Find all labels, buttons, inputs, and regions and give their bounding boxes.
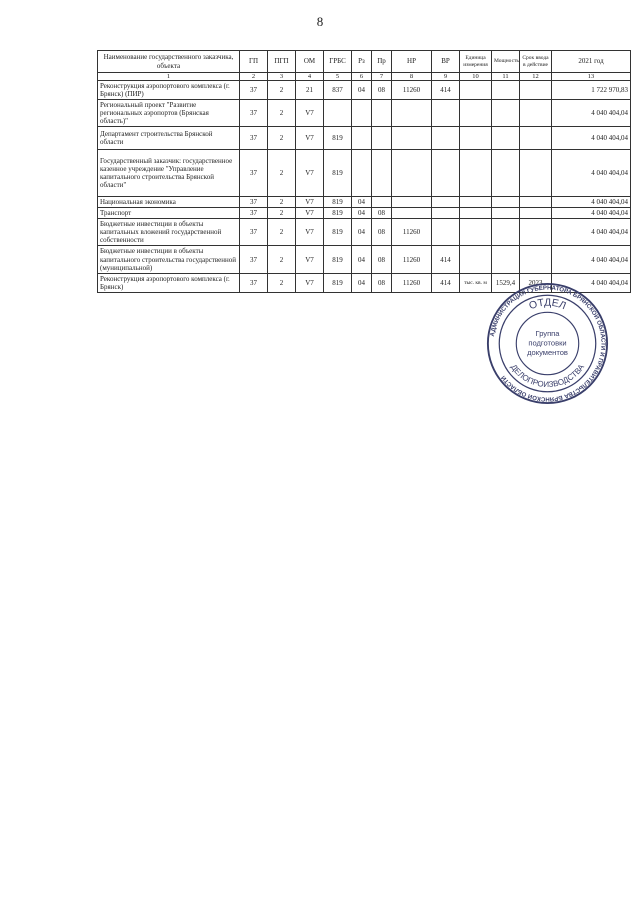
stamp-outer-text: АДМИНИСТРАЦИЯ ГУБЕРНАТОРА БРЯНСКОЙ ОБЛАСТИ И ПРАВИТЕЛЬСТВА БРЯНСКОЙ ОБЛАСТИ (489, 285, 606, 402)
cell-rz: 04 (352, 81, 372, 100)
cell-commissioning (520, 81, 552, 100)
cell-pgp: 2 (268, 219, 296, 246)
column-number: 2 (240, 73, 268, 81)
cell-year-2021: 4 040 404,04 (552, 208, 631, 219)
cell-year-2021: 4 040 404,04 (552, 197, 631, 208)
cell-pgp: 2 (268, 197, 296, 208)
cell-year-2021: 1 722 970,83 (552, 81, 631, 100)
column-number-row (98, 73, 631, 81)
column-number: 11 (492, 73, 520, 81)
cell-name: Реконструкция аэропортового комплекса (г. Брянск) (98, 273, 240, 292)
cell-pr: 08 (372, 208, 392, 219)
cell-commissioning (520, 219, 552, 246)
cell-gp: 37 (240, 150, 268, 197)
cell-capacity (492, 127, 520, 150)
stamp-center-line: подготовки (528, 338, 567, 348)
cell-unit (460, 197, 492, 208)
header-cell-grbs: ГРБС (324, 51, 352, 73)
cell-unit (460, 81, 492, 100)
cell-vr: 414 (432, 246, 460, 273)
column-number: 7 (372, 73, 392, 81)
table-row (98, 81, 631, 100)
cell-vr: 414 (432, 273, 460, 292)
cell-grbs: 819 (324, 127, 352, 150)
cell-name: Бюджетные инвестиции в объекты капитальных вложений государственной собственности (98, 219, 240, 246)
cell-unit (460, 208, 492, 219)
budget-table (97, 50, 631, 293)
column-number: 12 (520, 73, 552, 81)
cell-pr: 08 (372, 219, 392, 246)
column-number: 3 (268, 73, 296, 81)
cell-vr (432, 150, 460, 197)
cell-om: V7 (296, 100, 324, 127)
cell-pr (372, 127, 392, 150)
cell-nr: 11260 (392, 273, 432, 292)
cell-pgp: 2 (268, 127, 296, 150)
cell-pgp: 2 (268, 208, 296, 219)
cell-grbs: 819 (324, 273, 352, 292)
cell-pgp: 2 (268, 100, 296, 127)
table-row (98, 246, 631, 273)
cell-gp: 37 (240, 81, 268, 100)
cell-gp: 37 (240, 273, 268, 292)
cell-grbs: 819 (324, 150, 352, 197)
cell-gp: 37 (240, 208, 268, 219)
cell-pr (372, 197, 392, 208)
header-cell-om: ОМ (296, 51, 324, 73)
page-number: 8 (316, 14, 324, 29)
cell-om: V7 (296, 273, 324, 292)
cell-vr (432, 127, 460, 150)
cell-grbs: 819 (324, 197, 352, 208)
cell-pgp: 2 (268, 273, 296, 292)
cell-name: Государственный заказчик: государственное казенное учреждение "Управление капитального строительства Брянской области" (98, 150, 240, 197)
cell-rz (352, 100, 372, 127)
cell-gp: 37 (240, 197, 268, 208)
header-cell-year-2021: 2021 год (552, 51, 631, 73)
cell-unit (460, 219, 492, 246)
cell-capacity: 1529,4 (492, 273, 520, 292)
cell-capacity (492, 246, 520, 273)
stamp-center-line: документов (527, 347, 568, 357)
cell-unit (460, 100, 492, 127)
cell-name: Реконструкция аэропортового комплекса (г. Брянск) (ПИР) (98, 81, 240, 100)
cell-gp: 37 (240, 127, 268, 150)
table-row (98, 150, 631, 197)
table-row (98, 100, 631, 127)
cell-om: 21 (296, 81, 324, 100)
cell-rz: 04 (352, 246, 372, 273)
header-cell-commissioning: Срок ввода в действие (520, 51, 552, 73)
cell-capacity (492, 81, 520, 100)
cell-pr (372, 100, 392, 127)
table-row (98, 208, 631, 219)
cell-capacity (492, 219, 520, 246)
cell-om: V7 (296, 150, 324, 197)
cell-vr (432, 219, 460, 246)
header-row (98, 51, 631, 73)
cell-vr (432, 100, 460, 127)
cell-name: Транспорт (98, 208, 240, 219)
cell-rz: 04 (352, 208, 372, 219)
cell-nr: 11260 (392, 219, 432, 246)
cell-grbs: 819 (324, 246, 352, 273)
cell-nr (392, 208, 432, 219)
cell-nr (392, 100, 432, 127)
cell-grbs: 819 (324, 219, 352, 246)
column-number: 13 (552, 73, 631, 81)
table-row (98, 127, 631, 150)
cell-capacity (492, 197, 520, 208)
cell-pgp: 2 (268, 246, 296, 273)
cell-unit: тыс. кв. м (460, 273, 492, 292)
cell-commissioning (520, 197, 552, 208)
cell-grbs: 819 (324, 208, 352, 219)
header-cell-unit: Единица измерения (460, 51, 492, 73)
cell-year-2021: 4 040 404,04 (552, 273, 631, 292)
cell-om: V7 (296, 219, 324, 246)
cell-rz (352, 127, 372, 150)
column-number: 5 (324, 73, 352, 81)
table-body (98, 81, 631, 293)
column-number: 8 (392, 73, 432, 81)
cell-capacity (492, 150, 520, 197)
header-cell-rz: Рз (352, 51, 372, 73)
cell-grbs: 837 (324, 81, 352, 100)
stamp-center-line: Группа (535, 328, 560, 338)
cell-om: V7 (296, 246, 324, 273)
cell-name: Национальная экономика (98, 197, 240, 208)
cell-nr (392, 127, 432, 150)
cell-commissioning: 2023 (520, 273, 552, 292)
cell-commissioning (520, 100, 552, 127)
stamp-department-text: ОТДЕЛ (527, 297, 568, 313)
cell-unit (460, 150, 492, 197)
cell-rz: 04 (352, 197, 372, 208)
cell-year-2021: 4 040 404,04 (552, 127, 631, 150)
column-number: 9 (432, 73, 460, 81)
cell-commissioning (520, 208, 552, 219)
column-number: 1 (98, 73, 240, 81)
cell-pr: 08 (372, 81, 392, 100)
column-number: 4 (296, 73, 324, 81)
cell-nr: 11260 (392, 81, 432, 100)
cell-gp: 37 (240, 100, 268, 127)
cell-rz (352, 150, 372, 197)
table-row (98, 197, 631, 208)
cell-om: V7 (296, 127, 324, 150)
cell-pgp: 2 (268, 81, 296, 100)
cell-grbs (324, 100, 352, 127)
cell-name: Бюджетные инвестиции в объекты капитального строительства государственной (муниципальной) (98, 246, 240, 273)
header-cell-nr: НР (392, 51, 432, 73)
cell-unit (460, 246, 492, 273)
cell-capacity (492, 208, 520, 219)
cell-gp: 37 (240, 219, 268, 246)
cell-nr (392, 150, 432, 197)
cell-name: Департамент строительства Брянской области (98, 127, 240, 150)
cell-nr: 11260 (392, 246, 432, 273)
cell-gp: 37 (240, 246, 268, 273)
cell-om: V7 (296, 208, 324, 219)
header-cell-pgp: ПГП (268, 51, 296, 73)
stamp-office-work-text: ДЕЛОПРОИЗВОДСТВА (508, 362, 587, 390)
table-row (98, 219, 631, 246)
cell-commissioning (520, 150, 552, 197)
cell-commissioning (520, 246, 552, 273)
cell-unit (460, 127, 492, 150)
cell-om: V7 (296, 197, 324, 208)
cell-rz: 04 (352, 273, 372, 292)
header-cell-vr: ВР (432, 51, 460, 73)
cell-year-2021: 4 040 404,04 (552, 219, 631, 246)
header-cell-capacity: Мощность (492, 51, 520, 73)
cell-rz: 04 (352, 219, 372, 246)
column-number: 10 (460, 73, 492, 81)
cell-pr: 08 (372, 246, 392, 273)
official-stamp (486, 282, 609, 405)
cell-vr (432, 197, 460, 208)
cell-year-2021: 4 040 404,04 (552, 246, 631, 273)
cell-pr: 08 (372, 273, 392, 292)
header-cell-gp: ГП (240, 51, 268, 73)
cell-nr (392, 197, 432, 208)
cell-year-2021: 4 040 404,04 (552, 150, 631, 197)
header-cell-name: Наименование государственного заказчика, объекта (98, 51, 240, 73)
cell-vr (432, 208, 460, 219)
cell-year-2021: 4 040 404,04 (552, 100, 631, 127)
cell-pr (372, 150, 392, 197)
cell-capacity (492, 100, 520, 127)
cell-name: Региональный проект "Развитие региональных аэропортов (Брянская область)" (98, 100, 240, 127)
cell-commissioning (520, 127, 552, 150)
column-number: 6 (352, 73, 372, 81)
header-cell-pr: Пр (372, 51, 392, 73)
cell-vr: 414 (432, 81, 460, 100)
cell-pgp: 2 (268, 150, 296, 197)
